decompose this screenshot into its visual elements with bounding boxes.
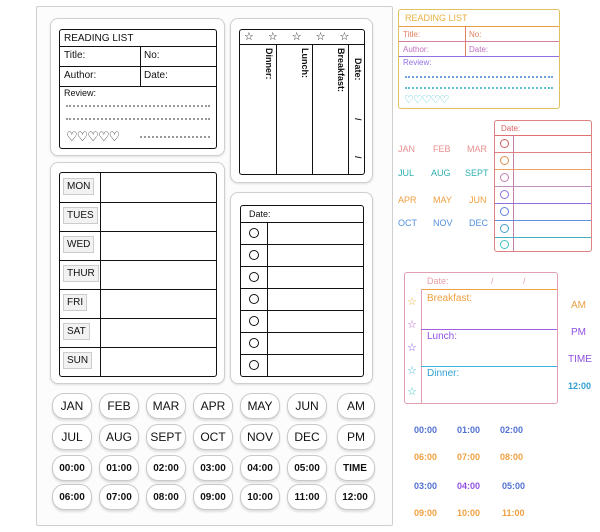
preview-month-jan: JAN: [398, 144, 416, 154]
preview-month-oct: OCT: [398, 218, 417, 228]
preview-time: TIME: [568, 354, 592, 365]
preview-star-icon: ☆: [407, 296, 417, 308]
no-field-label: No:: [144, 50, 160, 61]
preview-month-dec: DEC: [469, 218, 489, 228]
month-chip-apr: APR: [193, 393, 233, 419]
month-chip-nov: NOV: [240, 424, 280, 450]
preview-star-icon: ☆: [407, 319, 417, 331]
month-chip-jan: JAN: [52, 393, 92, 419]
reading-list-preview: [398, 9, 560, 109]
preview-lunch-label: Lunch:: [427, 331, 458, 342]
preview-circle-icon: [500, 240, 509, 249]
time-chip-0900: 09:00: [193, 484, 233, 510]
preview-circle-icon: [500, 207, 509, 216]
review-field-label: Review:: [64, 88, 97, 98]
preview-title-label: Title:: [403, 30, 421, 39]
month-chip-sept: SEPT: [146, 424, 186, 450]
time-chip-1000: 10:00: [240, 484, 280, 510]
preview-meal-slash-2: /: [523, 276, 526, 286]
month-chip-jun: JUN: [287, 393, 327, 419]
preview-month-sept: SEPT: [465, 168, 489, 178]
preview-1200: 12:00: [568, 381, 592, 391]
preview-month-jun: JUN: [469, 195, 487, 205]
preview-reading-title: READING LIST: [405, 13, 468, 23]
preview-month-mar: MAR: [467, 144, 487, 154]
preview-no-label: No:: [469, 30, 482, 39]
author-field-label: Author:: [64, 70, 97, 81]
month-chip-oct: OCT: [193, 424, 233, 450]
preview-circle-icon: [500, 190, 509, 199]
preview-time-0200: 02:00: [500, 425, 524, 435]
reading-list-title: READING LIST: [64, 33, 134, 44]
chip-time: TIME: [335, 455, 375, 481]
preview-am: AM: [571, 300, 586, 311]
checkbox-circle-icon: [249, 360, 259, 370]
preview-time-1000: 10:00: [457, 508, 481, 518]
day-label-thur: THUR: [63, 265, 99, 282]
checklist-stamp: [230, 192, 373, 384]
date-slash-2: /: [353, 156, 363, 159]
preview-heart-icon: ♡♡♡♡♡: [404, 94, 449, 106]
preview-breakfast-label: Breakfast:: [427, 293, 473, 304]
time-chip-0300: 03:00: [193, 455, 233, 481]
preview-star-icon: ☆: [407, 386, 417, 398]
time-chip-0700: 07:00: [99, 484, 139, 510]
preview-time-0400: 04:00: [457, 481, 481, 491]
checkbox-circle-icon: [249, 316, 259, 326]
meal-date-label: Date:: [353, 58, 363, 81]
preview-time-0000: 00:00: [414, 425, 438, 435]
checkbox-circle-icon: [249, 250, 259, 260]
preview-date-label: Date:: [469, 45, 489, 54]
checkbox-circle-icon: [249, 272, 259, 282]
preview-checklist-date: Date:: [501, 124, 521, 133]
time-chip-1100: 11:00: [287, 484, 327, 510]
star-icons: ☆☆☆☆☆: [244, 31, 364, 43]
meal-planner-stamp: [230, 18, 373, 183]
preview-circle-icon: [500, 156, 509, 165]
day-label-mon: MON: [63, 178, 94, 195]
heart-rating-icon: ♡♡♡♡♡: [66, 129, 120, 144]
date-field-label: Date:: [144, 70, 168, 81]
weekly-planner-stamp: [50, 162, 225, 384]
month-chip-dec: DEC: [287, 424, 327, 450]
chip-am: AM: [337, 393, 375, 419]
chip-pm: PM: [337, 424, 375, 450]
checkbox-circle-icon: [249, 294, 259, 304]
preview-meal-slash-1: /: [491, 276, 494, 286]
preview-star-icon: ☆: [407, 365, 417, 377]
day-label-wed: WED: [63, 236, 94, 253]
preview-time-1100: 11:00: [502, 508, 525, 518]
checklist-preview: [494, 120, 592, 252]
day-label-sat: SAT: [63, 323, 90, 340]
time-chip-0600: 06:00: [52, 484, 92, 510]
time-chip-1200: 12:00: [335, 484, 375, 510]
preview-time-0900: 09:00: [414, 508, 438, 518]
preview-circle-icon: [500, 173, 509, 182]
date-slash-1: /: [353, 118, 363, 121]
time-chip-0200: 02:00: [146, 455, 186, 481]
preview-time-0500: 05:00: [502, 481, 526, 491]
preview-month-may: MAY: [433, 195, 452, 205]
month-chip-jul: JUL: [52, 424, 92, 450]
time-chip-0400: 04:00: [240, 455, 280, 481]
time-chip-0100: 01:00: [99, 455, 139, 481]
month-chip-mar: MAR: [146, 393, 186, 419]
preview-circle-icon: [500, 139, 509, 148]
day-label-fri: FRI: [63, 294, 87, 311]
preview-star-icon: ☆: [407, 342, 417, 354]
dinner-label: Dinner:: [264, 48, 274, 80]
preview-time-0800: 08:00: [500, 452, 524, 462]
month-chip-feb: FEB: [99, 393, 139, 419]
preview-time-0700: 07:00: [457, 452, 481, 462]
preview-author-label: Author:: [403, 45, 429, 54]
preview-month-aug: AUG: [431, 168, 451, 178]
preview-review-label: Review:: [403, 58, 432, 67]
reading-list-stamp: [50, 18, 225, 156]
preview-month-jul: JUL: [398, 168, 415, 178]
month-chip-may: MAY: [240, 393, 280, 419]
month-chip-aug: AUG: [99, 424, 139, 450]
preview-pm: PM: [571, 327, 586, 338]
preview-circle-icon: [500, 224, 509, 233]
preview-month-apr: APR: [398, 195, 417, 205]
lunch-label: Lunch:: [300, 48, 310, 78]
checkbox-circle-icon: [249, 228, 259, 238]
preview-meal-date: Date:: [427, 276, 449, 286]
preview-time-0100: 01:00: [457, 425, 481, 435]
preview-time-0600: 06:00: [414, 452, 438, 462]
preview-month-feb: FEB: [433, 144, 451, 154]
time-chip-0500: 05:00: [287, 455, 327, 481]
breakfast-label: Breakfast:: [336, 48, 346, 93]
preview-dinner-label: Dinner:: [427, 368, 460, 379]
preview-month-nov: NOV: [433, 218, 453, 228]
day-label-tues: TUES: [63, 207, 98, 224]
checklist-date-label: Date:: [249, 209, 271, 219]
time-chip-0800: 08:00: [146, 484, 186, 510]
time-chip-0000: 00:00: [52, 455, 92, 481]
meal-planner-preview: [404, 272, 558, 404]
checkbox-circle-icon: [249, 338, 259, 348]
day-label-sun: SUN: [63, 352, 92, 369]
title-field-label: Title:: [64, 50, 86, 61]
preview-time-0300: 03:00: [414, 481, 438, 491]
